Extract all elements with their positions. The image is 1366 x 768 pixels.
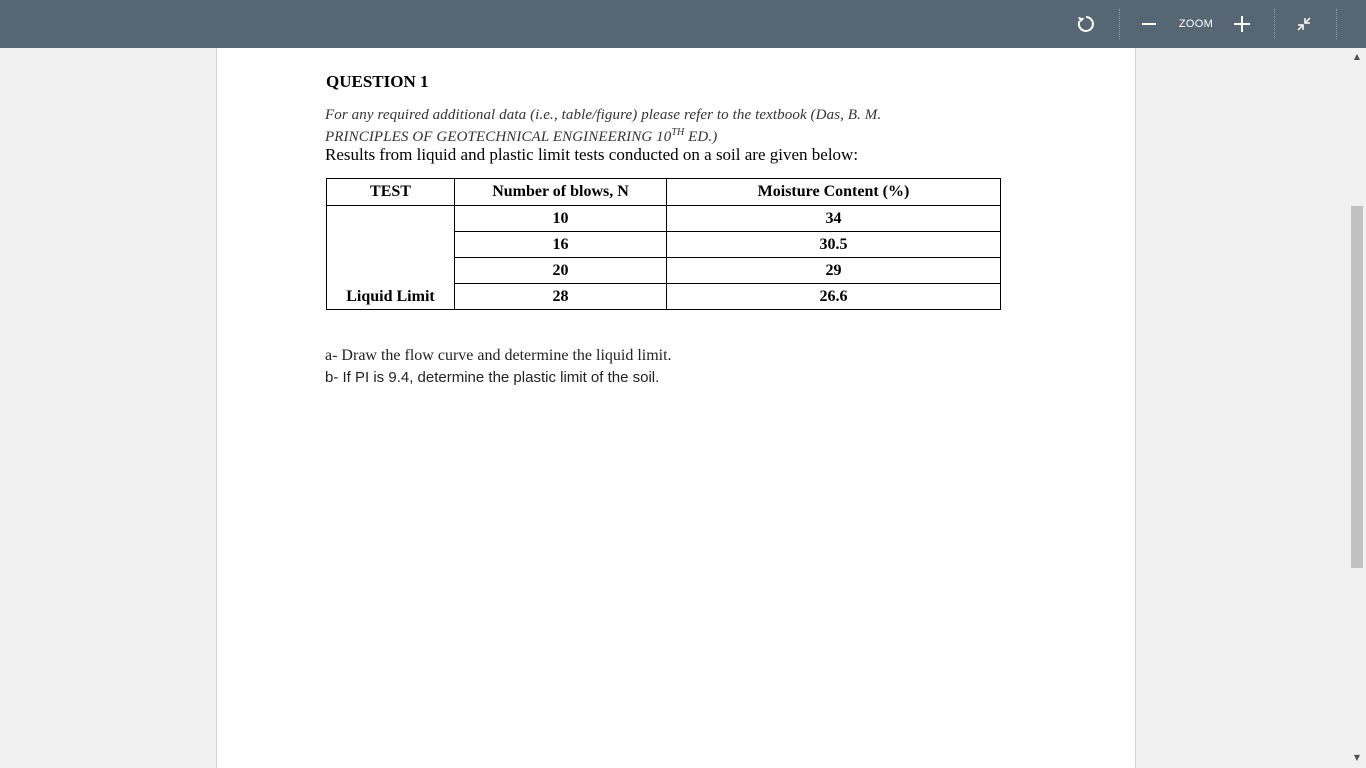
reference-note-text: For any required additional data (i.e., table/figure) please refer to the textbook (Das, B. M. PRINCIPLES OF GEOTECHNICAL ENGINEERING 10 (325, 107, 882, 145)
moisture-cell: 30.5 (667, 232, 1001, 258)
blows-cell: 20 (455, 258, 667, 284)
test-name: Liquid Limit (346, 288, 435, 305)
minus-icon (1142, 17, 1156, 31)
scrollbar-thumb[interactable] (1351, 206, 1363, 568)
table-row (327, 206, 1001, 232)
toolbar-divider (1336, 9, 1337, 39)
header-moisture: Moisture Content (%) (667, 179, 1001, 206)
moisture-cell: 29 (667, 258, 1001, 284)
zoom-in-button[interactable] (1230, 8, 1254, 40)
scroll-up-icon[interactable]: ▲ (1353, 52, 1361, 61)
table-header-row (327, 179, 1001, 206)
part-a-text: a- Draw the flow curve and determine the liquid limit. (325, 347, 672, 364)
moisture-cell: 26.6 (667, 284, 1001, 310)
reference-note (325, 106, 965, 146)
zoom-out-button[interactable] (1138, 8, 1160, 40)
toolbar-divider (1119, 9, 1120, 39)
toolbar-divider (1274, 9, 1275, 39)
plus-icon (1234, 16, 1250, 32)
moisture-cell: 34 (667, 206, 1001, 232)
blows-cell: 16 (455, 232, 667, 258)
part-b-text: b- If PI is 9.4, determine the plastic limit of the soil. (325, 369, 660, 386)
document-page (216, 48, 1136, 768)
reference-note-superscript: TH (671, 127, 685, 138)
results-table (326, 178, 1001, 310)
blows-cell: 10 (455, 206, 667, 232)
viewer-toolbar (0, 0, 1366, 48)
blows-cell: 28 (455, 284, 667, 310)
header-test: TEST (327, 179, 455, 206)
intro-text: Results from liquid and plastic limit tests conducted on a soil are given below: (325, 145, 859, 164)
fit-icon (1295, 15, 1313, 33)
reference-note-tail: ED.) (684, 129, 718, 145)
fit-page-button[interactable] (1290, 8, 1318, 40)
refresh-button[interactable] (1070, 8, 1102, 40)
test-name-cell (327, 206, 455, 310)
header-blows: Number of blows, N (455, 179, 667, 206)
scroll-down-icon[interactable]: ▼ (1353, 753, 1361, 762)
zoom-label: ZOOM (1178, 18, 1214, 30)
refresh-icon (1076, 14, 1096, 34)
question-title: QUESTION 1 (326, 72, 429, 91)
